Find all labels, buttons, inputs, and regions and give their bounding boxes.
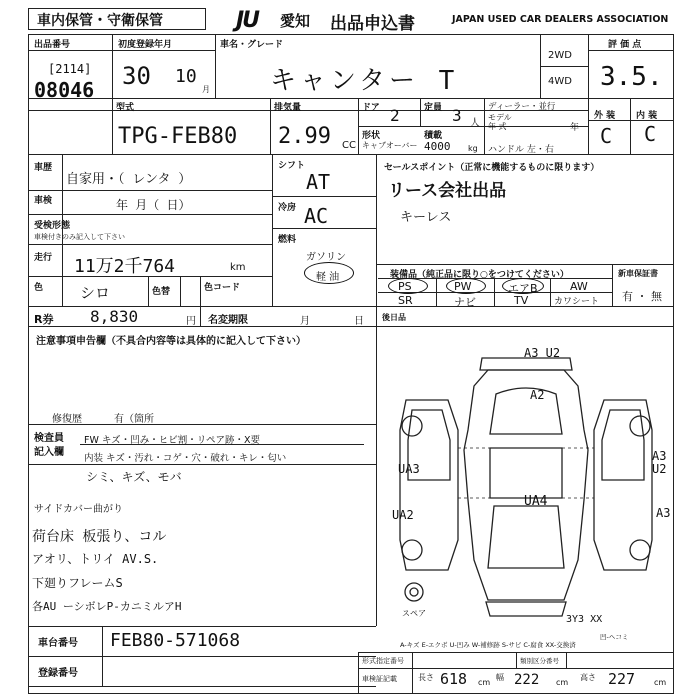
recycle-ticket-value: 8,830	[90, 307, 139, 326]
spare-label: スペア	[402, 609, 426, 618]
model-label: 型式	[116, 103, 135, 113]
notes-label: 注意事項申告欄（不具合内容等は具体的に記入して下さい）	[36, 336, 306, 347]
equip-sr: SR	[398, 294, 413, 307]
inspection-value: 年 月（ 日）	[116, 198, 191, 212]
color-code-label: 色コード	[204, 283, 241, 293]
mileage-label: 走行	[34, 253, 53, 263]
length-value: 618	[440, 670, 468, 688]
damage-mark-front: A3 U2	[524, 346, 561, 360]
score-label: 評 価 点	[608, 40, 642, 50]
repair-history-value: 有（箇所	[114, 414, 154, 425]
name-change-month: 月	[300, 316, 310, 327]
recycle-ticket-unit: 円	[186, 316, 196, 327]
score-value: 3.5.	[600, 62, 663, 92]
damage-mark-right-rear: A3	[656, 506, 671, 520]
load-label: 積載	[424, 131, 443, 141]
recycle-ticket-label: R券	[34, 313, 54, 326]
damage-mark-roof: UA4	[524, 494, 548, 509]
lot-number: 08046	[34, 78, 95, 102]
length-label: 長さ	[418, 673, 434, 682]
chassis-number-value: FEB80-571068	[110, 630, 241, 651]
free-note-4: 下廻りフレームS	[32, 576, 123, 590]
history-label: 車歴	[34, 163, 53, 173]
damage-mark-left: UA3	[398, 462, 420, 476]
ac-value: AC	[304, 204, 329, 228]
header-tab	[28, 8, 206, 30]
handle-label: ハンドル 左・右	[488, 145, 554, 155]
capacity-unit: 人	[470, 118, 480, 129]
load-unit: kg	[468, 144, 478, 153]
registration-number-label: 登録番号	[38, 668, 78, 679]
height-label: 高さ	[580, 673, 596, 682]
color-value: シロ	[80, 284, 111, 302]
ju-logo	[236, 8, 284, 32]
capacity-label: 定員	[424, 103, 443, 113]
later-item-label: 後日品	[382, 313, 406, 322]
vehicle-size-label: 車検証記載	[362, 675, 397, 683]
reg-year: 30	[122, 62, 151, 90]
equip-airbag-circle	[502, 278, 544, 294]
equip-ps: PS	[398, 280, 412, 293]
category-number-label: 類別区分番号	[520, 657, 559, 665]
inspector-interior-row: 内装 キズ・汚れ・コゲ・穴・破れ・キレ・匂い	[84, 453, 287, 464]
length-unit: cm	[478, 678, 491, 687]
width-value: 222	[514, 672, 540, 688]
mileage-value: 11万2千764	[74, 256, 176, 277]
equip-ps-circle	[388, 278, 428, 294]
lot-bracket: [2114]	[48, 62, 92, 76]
width-unit: cm	[556, 678, 569, 687]
drive-2wd: 2WD	[548, 50, 572, 61]
equip-navi: ナビ	[454, 296, 476, 309]
inspector-note: シミ、キズ、モバ	[86, 470, 182, 484]
car-name-label: 車名・グレード	[220, 40, 284, 50]
capacity-value: 3	[452, 106, 462, 125]
displacement-unit: CC	[342, 140, 356, 151]
door-label: ドア	[362, 103, 380, 113]
equip-tv: TV	[514, 294, 529, 307]
sales-point-label: セールスポイント（正常に機能するものに限ります）	[384, 163, 600, 173]
sales-point-note: キーレス	[400, 210, 452, 225]
free-note-3: アオリ、トリイ AV.S.	[32, 552, 159, 566]
fuel-label: 燃料	[278, 235, 297, 245]
repair-history-label: 修復歴	[52, 414, 82, 425]
fuel-diesel-circle	[304, 262, 354, 284]
height-unit: cm	[654, 678, 667, 687]
first-registration-label: 初度登録年月	[118, 40, 173, 50]
damage-legend-2: 凹-ヘコミ	[600, 633, 629, 641]
lot-number-label: 出品番号	[34, 40, 71, 50]
fuel-diesel: 軽 油	[316, 272, 340, 283]
exterior-label: 外 装	[594, 111, 616, 121]
exterior-grade: C	[600, 124, 613, 148]
width-label: 幅	[496, 673, 504, 682]
damage-mark-right: A3 U2	[652, 449, 667, 476]
receive-type-label: 受検形態	[34, 221, 71, 231]
interior-grade: C	[644, 122, 657, 146]
free-note-5: 各AU ーシボレP-カニミルアH	[32, 600, 182, 613]
equip-leather: カワシート	[554, 297, 600, 307]
fuel-gasoline: ガソリン	[306, 252, 346, 263]
mileage-unit: km	[230, 262, 246, 273]
door-value: 2	[390, 106, 400, 125]
equipment-label: 装備品（純正品に限り○をつけてください）	[390, 270, 569, 280]
warranty-label: 新車保証書	[618, 269, 658, 278]
displacement-label: 排気量	[274, 103, 302, 113]
warranty-value: 有 ・ 無	[622, 290, 662, 303]
equip-pw-circle	[446, 278, 486, 294]
reg-month-suffix: 月	[202, 85, 210, 94]
damage-mark-left-rear: UA2	[392, 508, 414, 522]
receive-type-note: 車検付きのみ記入して下さい	[34, 233, 125, 241]
shape-label: 形状	[362, 131, 381, 141]
reg-month: 10	[175, 66, 197, 87]
displacement-value: 2.99	[278, 124, 331, 149]
form-title: 出品申込書	[330, 14, 415, 34]
color-change-label: 色替	[152, 287, 171, 297]
drive-4wd: 4WD	[548, 76, 572, 87]
ac-label: 冷房	[278, 203, 297, 213]
shift-value: AT	[306, 170, 331, 194]
damage-mark-hood: A2	[530, 388, 545, 402]
damage-mark-rear: 3Y3 XX	[566, 614, 603, 625]
vehicle-diagram	[378, 330, 674, 626]
free-note-2: 荷台床 板張り、コル	[32, 529, 167, 545]
header-tab-label: 車内保管・守衛保管	[37, 13, 163, 29]
shift-label: シフト	[278, 161, 306, 171]
spec-number-label: 形式指定番号	[362, 657, 404, 665]
free-note-1: サイドカバー曲がり	[34, 504, 123, 515]
org-name: 愛知	[280, 12, 311, 30]
damage-legend: A-キズ E-エクボ U-凹み W-補修跡 S-サビ C-腐食 XX-交換済	[400, 641, 576, 649]
name-change-day: 日	[354, 316, 364, 327]
model-year-suffix: 年	[570, 123, 580, 133]
load-value: 4000	[424, 140, 451, 153]
equip-airbag: エアB	[508, 282, 538, 295]
shape-value: キャブオーバー	[362, 141, 418, 150]
inspector-label: 検査員 記入欄	[34, 433, 64, 458]
model-year-label: モデル 年 式	[488, 113, 512, 131]
inspection-label: 車検	[34, 196, 53, 206]
dealer-label: ディーラー・並行	[488, 102, 556, 112]
height-value: 227	[608, 670, 636, 688]
equip-pw: PW	[454, 280, 472, 293]
chassis-number-label: 車台番号	[38, 638, 78, 649]
name-change-label: 名変期限	[208, 315, 248, 326]
model-value: TPG-FEB80	[118, 124, 238, 149]
car-name-value: キャンター T	[270, 66, 459, 96]
sales-point-headline: リース会社出品	[388, 181, 507, 201]
english-title: JAPAN USED CAR DEALERS ASSOCIATION	[452, 14, 669, 25]
history-value: 自家用・（ レンタ ）	[66, 172, 192, 187]
interior-label: 内 装	[636, 111, 658, 121]
color-label: 色	[34, 283, 44, 293]
inspector-fw-row: FW キズ・凹み・ヒビ割・リペア跡・X要	[84, 435, 261, 446]
equip-aw: AW	[570, 280, 588, 293]
ju-logo-text: JU	[236, 8, 259, 33]
